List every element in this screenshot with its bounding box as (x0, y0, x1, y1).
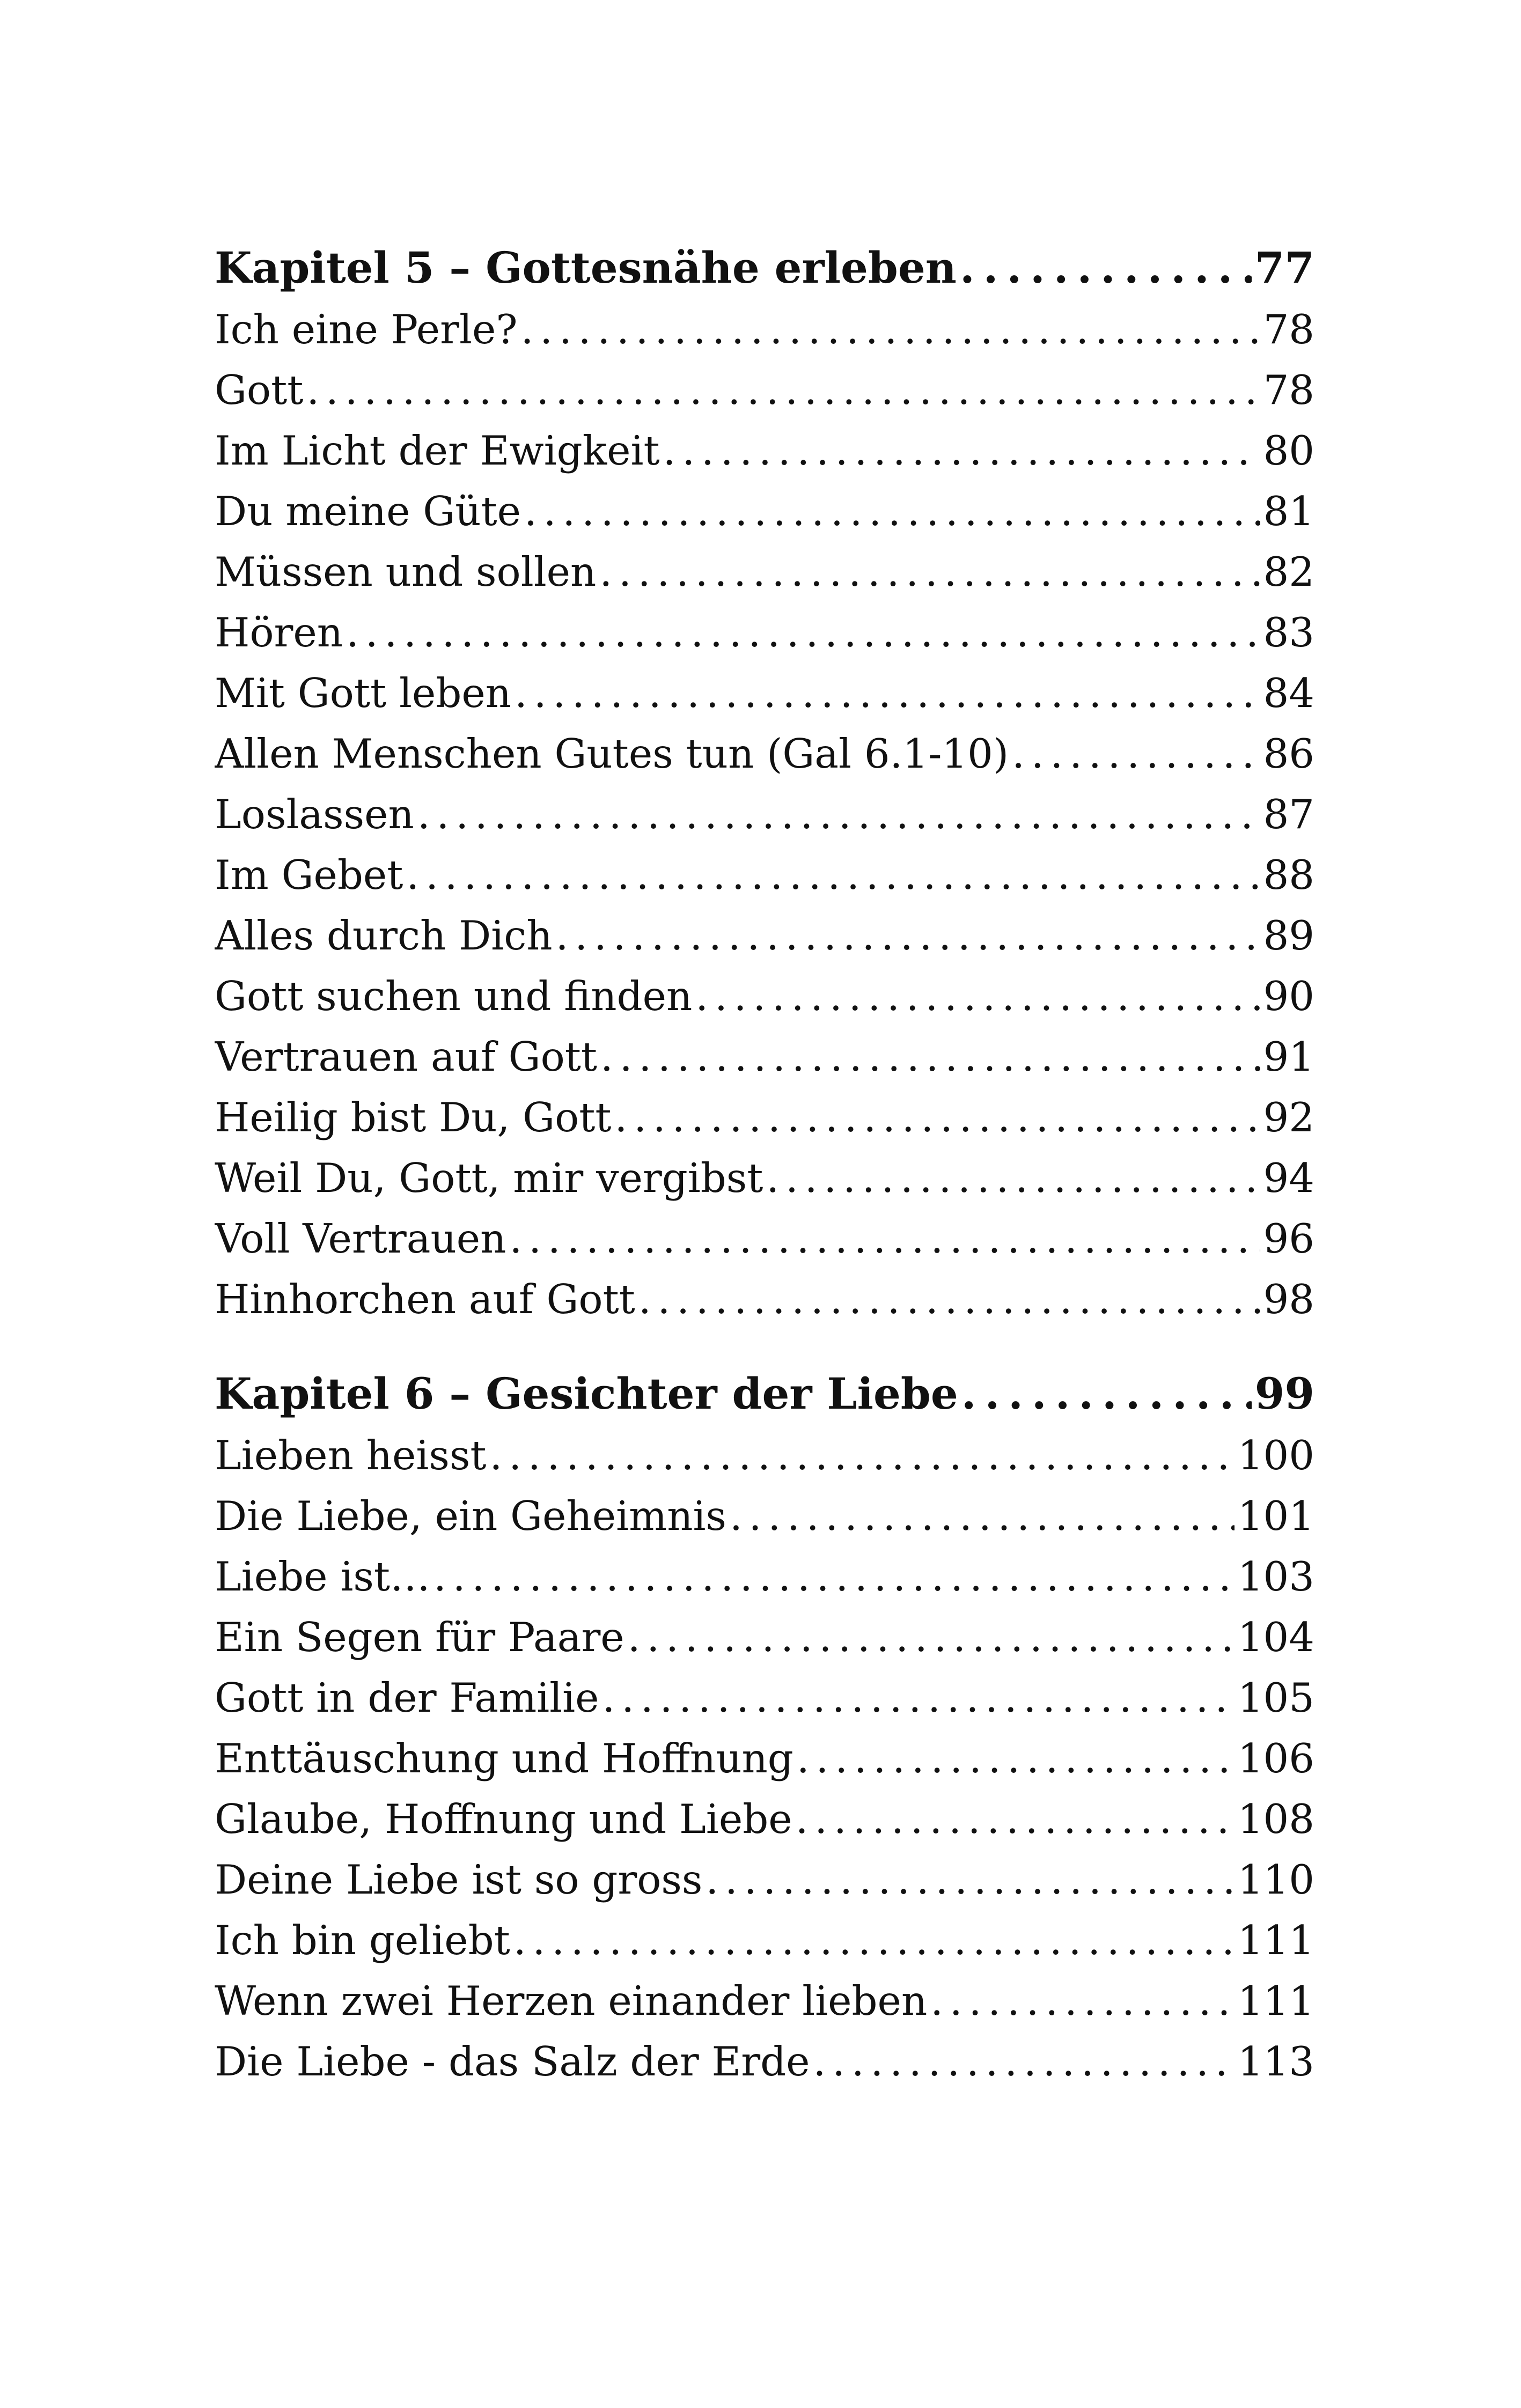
entry-page-number: 105 (1237, 1674, 1314, 1721)
entry-page-number: 110 (1237, 1856, 1314, 1903)
entry-title: Enttäuschung und Hoffnung (215, 1735, 793, 1782)
entry-title: Im Gebet (215, 851, 403, 899)
entry-title: Heilig bist Du, Gott (215, 1094, 612, 1141)
dot-leader (961, 1362, 1252, 1425)
entry-page-number: 103 (1237, 1553, 1314, 1600)
entry-page-number: 100 (1237, 1432, 1314, 1479)
dot-leader (706, 1850, 1234, 1910)
toc-entry (215, 1087, 1314, 1148)
dot-leader (306, 360, 1260, 421)
entry-page-number: 92 (1263, 1094, 1314, 1141)
entry-page-number: 98 (1263, 1276, 1314, 1323)
toc-entry (215, 784, 1314, 845)
entry-title: Die Liebe - das Salz der Erde (215, 2038, 810, 2085)
entry-page-number: 106 (1237, 1735, 1314, 1782)
dot-leader (556, 905, 1260, 966)
chapter-heading-5 (215, 236, 1314, 299)
dot-leader (638, 1269, 1260, 1330)
entry-page-number: 96 (1263, 1215, 1314, 1262)
toc-entry (215, 2031, 1314, 2092)
toc-entry (215, 1486, 1314, 1547)
toc-entry (215, 1027, 1314, 1087)
entry-page-number: 111 (1237, 1917, 1314, 1964)
dot-leader (521, 299, 1260, 360)
dot-leader (490, 1425, 1235, 1486)
dot-leader (509, 1209, 1260, 1269)
table-of-contents (215, 236, 1314, 2092)
entry-title: Die Liebe, ein Geheimnis (215, 1492, 726, 1540)
dot-leader (628, 1607, 1235, 1668)
entry-page-number: 84 (1263, 669, 1314, 717)
entry-title: Loslassen (215, 791, 414, 838)
entry-title: Müssen und sollen (215, 548, 597, 595)
dot-leader (695, 966, 1260, 1027)
dot-leader (1012, 724, 1260, 784)
entry-title: Lieben heisst (215, 1432, 487, 1479)
entry-title: Ein Segen für Paare (215, 1614, 624, 1661)
toc-entry (215, 360, 1314, 421)
entry-title: Glaube, Hoffnung und Liebe (215, 1795, 792, 1843)
chapter-page-number: 77 (1254, 242, 1314, 293)
entry-title: Alles durch Dich (215, 912, 553, 959)
dot-leader (813, 2031, 1235, 2092)
entry-page-number: 86 (1263, 730, 1314, 777)
dot-leader (599, 542, 1260, 602)
dot-leader (406, 845, 1260, 905)
entry-page-number: 89 (1263, 912, 1314, 959)
toc-entry (215, 1607, 1314, 1668)
dot-leader (615, 1087, 1260, 1148)
entry-page-number: 80 (1263, 427, 1314, 474)
toc-entry (215, 1971, 1314, 2031)
dot-leader (960, 236, 1252, 299)
dot-leader (417, 784, 1260, 845)
entry-title: Mit Gott leben (215, 669, 512, 717)
entry-page-number: 83 (1263, 609, 1314, 656)
toc-entry (215, 966, 1314, 1027)
toc-entry (215, 602, 1314, 663)
dot-leader (513, 1910, 1235, 1971)
dot-leader (515, 663, 1260, 724)
toc-entry (215, 1209, 1314, 1269)
entry-title: Im Licht der Ewigkeit (215, 427, 660, 474)
entry-title: Gott suchen und finden (215, 973, 693, 1020)
toc-entry (215, 299, 1314, 360)
entry-title: Liebe ist… (215, 1553, 431, 1600)
entry-title: Hören (215, 609, 343, 656)
chapter-title: Kapitel 6 – Gesichter der Liebe (215, 1368, 958, 1419)
dot-leader (346, 602, 1260, 663)
dot-leader (524, 481, 1260, 542)
toc-entry (215, 1547, 1314, 1607)
toc-entry (215, 1668, 1314, 1728)
entry-title: Hinhorchen auf Gott (215, 1276, 635, 1323)
chapter-page-number: 99 (1254, 1368, 1314, 1419)
entry-page-number: 111 (1237, 1977, 1314, 2024)
chapter-heading-6 (215, 1362, 1314, 1425)
entry-page-number: 91 (1263, 1033, 1314, 1080)
entry-title: Allen Menschen Gutes tun (Gal 6.1-10) (215, 730, 1009, 777)
entry-title: Du meine Güte (215, 488, 521, 535)
entry-title: Deine Liebe ist so gross (215, 1856, 703, 1903)
toc-entry (215, 481, 1314, 542)
entry-page-number: 90 (1263, 973, 1314, 1020)
toc-entry (215, 1269, 1314, 1330)
entry-title: Vertrauen auf Gott (215, 1033, 598, 1080)
entry-page-number: 87 (1263, 791, 1314, 838)
entry-page-number: 113 (1237, 2038, 1314, 2085)
entry-title: Weil Du, Gott, mir vergibst (215, 1154, 763, 1202)
dot-leader (766, 1148, 1260, 1209)
entry-title: Voll Vertrauen (215, 1215, 506, 1262)
entry-page-number: 78 (1263, 306, 1314, 353)
chapter-spacer (215, 1330, 1314, 1362)
toc-entry (215, 1910, 1314, 1971)
entry-title: Gott in der Familie (215, 1674, 599, 1721)
toc-entry (215, 1148, 1314, 1209)
toc-entry (215, 724, 1314, 784)
dot-leader (730, 1486, 1235, 1547)
dot-leader (602, 1668, 1235, 1728)
entry-title: Ich eine Perle? (215, 306, 518, 353)
toc-entry (215, 1728, 1314, 1789)
dot-leader (930, 1971, 1235, 2031)
entry-page-number: 82 (1263, 548, 1314, 595)
toc-entry (215, 663, 1314, 724)
entry-page-number: 101 (1237, 1492, 1314, 1540)
entry-title: Ich bin geliebt (215, 1917, 510, 1964)
dot-leader (600, 1027, 1260, 1087)
toc-entry (215, 905, 1314, 966)
dot-leader (433, 1547, 1235, 1607)
entry-page-number: 81 (1263, 488, 1314, 535)
chapter-title: Kapitel 5 – Gottesnähe erleben (215, 242, 957, 293)
dot-leader (796, 1789, 1235, 1850)
dot-leader (797, 1728, 1235, 1789)
entry-page-number: 104 (1237, 1614, 1314, 1661)
entry-page-number: 88 (1263, 851, 1314, 899)
toc-entry (215, 845, 1314, 905)
entry-page-number: 94 (1263, 1154, 1314, 1202)
entry-page-number: 78 (1263, 366, 1314, 414)
toc-entry (215, 421, 1314, 481)
entry-page-number: 108 (1237, 1795, 1314, 1843)
entry-title: Wenn zwei Herzen einander lieben (215, 1977, 928, 2024)
toc-entry (215, 542, 1314, 602)
dot-leader (663, 421, 1260, 481)
toc-entry (215, 1850, 1314, 1910)
entry-title: Gott (215, 366, 304, 414)
toc-entry (215, 1789, 1314, 1850)
toc-entry (215, 1425, 1314, 1486)
